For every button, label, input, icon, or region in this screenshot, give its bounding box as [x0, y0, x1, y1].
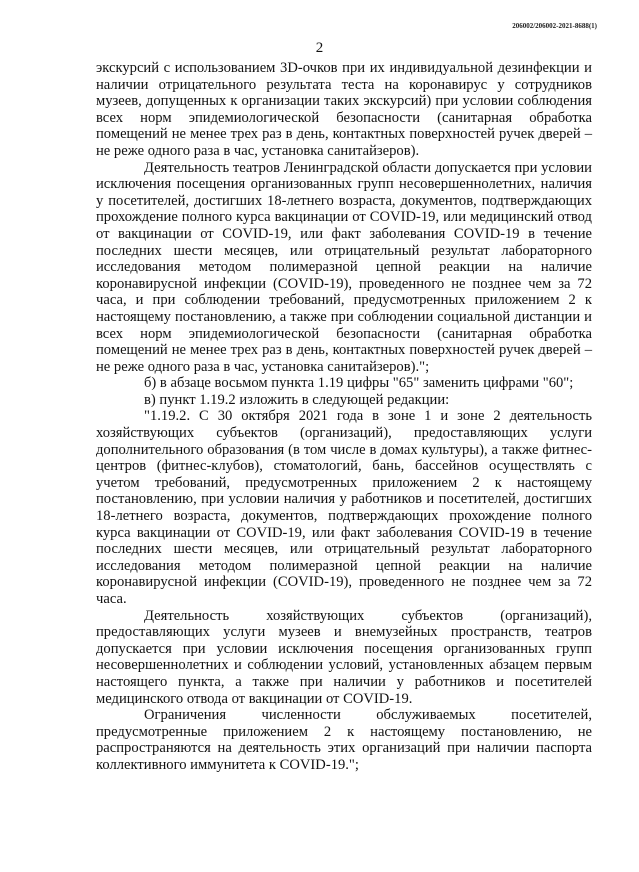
- paragraph-continuation: экскурсий с использованием 3D-очков при их индивидуальной дезинфекции и наличии отрицательного результата теста на коронавирус у сотрудников музеев, допущенных к организации таких экскурсий) при условии соблюдения всех норм эпидемиологической безопасности (санитарная обработка помещений не менее трех раз в день, контактных поверхностей ручек дверей – не реже одного раза в час, установка санитайзеров).: [96, 60, 592, 159]
- paragraph-clause-1-19-2: "1.19.2. С 30 октября 2021 года в зоне 1 и зоне 2 деятельность хозяйствующих субъектов (организаций), предоставляющих услуги дополнительного образования (в том числе в домах культуры), а также фитнес-центров (фитнес-клубов), стоматологий, бань, бассейнов осуществлять с учетом требований, предусмотренных приложением 2 к настоящему постановлению, при условии наличия у работников и посетителей, достигших 18-летнего возраста, документов, подтверждающих прохождение полного курса вакцинации от COVID-19, или факт заболевания COVID-19 в течение последних шести месяцев, или отрицательный результат лабораторного исследования методом полимеразной цепной реакции на наличие коронавирусной инфекции (COVID-19), проведенного не позднее чем за 72 часа.: [96, 408, 592, 607]
- page-number: 2: [315, 40, 324, 56]
- paragraph-amendment-b: б) в абзаце восьмом пункта 1.19 цифры "65" заменить цифрами "60";: [144, 375, 574, 392]
- document-number: 206002/206002-2021-8688(1): [512, 22, 597, 30]
- paragraph-museums-theaters: Деятельность хозяйствующих субъектов (организаций), предоставляющих услуги музеев и внемузейных пространств, театров допускается при условии исключения посещения организованных групп несовершеннолетних и соблюдении условий, установленных абзацем первым настоящего пункта, а также при наличии у работников и посетителей медицинского отвода от вакцинации от COVID-19.: [96, 607, 592, 707]
- paragraph-restrictions: Ограничения численности обслуживаемых посетителей, предусмотренные приложением 2 к настоящему постановлению, не распространяются на деятельность этих организаций при наличии паспорта коллективного иммунитета к COVID-19.";: [96, 707, 592, 773]
- paragraph-theaters: Деятельность театров Ленинградской области допускается при условии исключения посещения организованных групп несовершеннолетних, наличия у посетителей, достигших 18-летнего возраста, документов, подтверждающих прохождение полного курса вакцинации от COVID-19, или медицинский отвод от вакцинации от COVID-19, или факт заболевания COVID-19 в течение последних шести месяцев, или отрицательный результат лабораторного исследования методом полимеразной цепной реакции на наличие коронавирусной инфекции (COVID-19), проведенного не позднее чем за 72 часа, и при соблюдении требований, предусмотренных приложением 2 к настоящему постановлению, а также при соблюдении социальной дистанции и всех норм эпидемиологической безопасности (санитарная обработка помещений не менее трех раз в день, контактных поверхностей ручек дверей – не реже одного раза в час, установка санитайзеров).";: [96, 159, 592, 375]
- document-body: [96, 60, 592, 774]
- paragraph-amendment-v: в) пункт 1.19.2 изложить в следующей редакции:: [144, 391, 450, 408]
